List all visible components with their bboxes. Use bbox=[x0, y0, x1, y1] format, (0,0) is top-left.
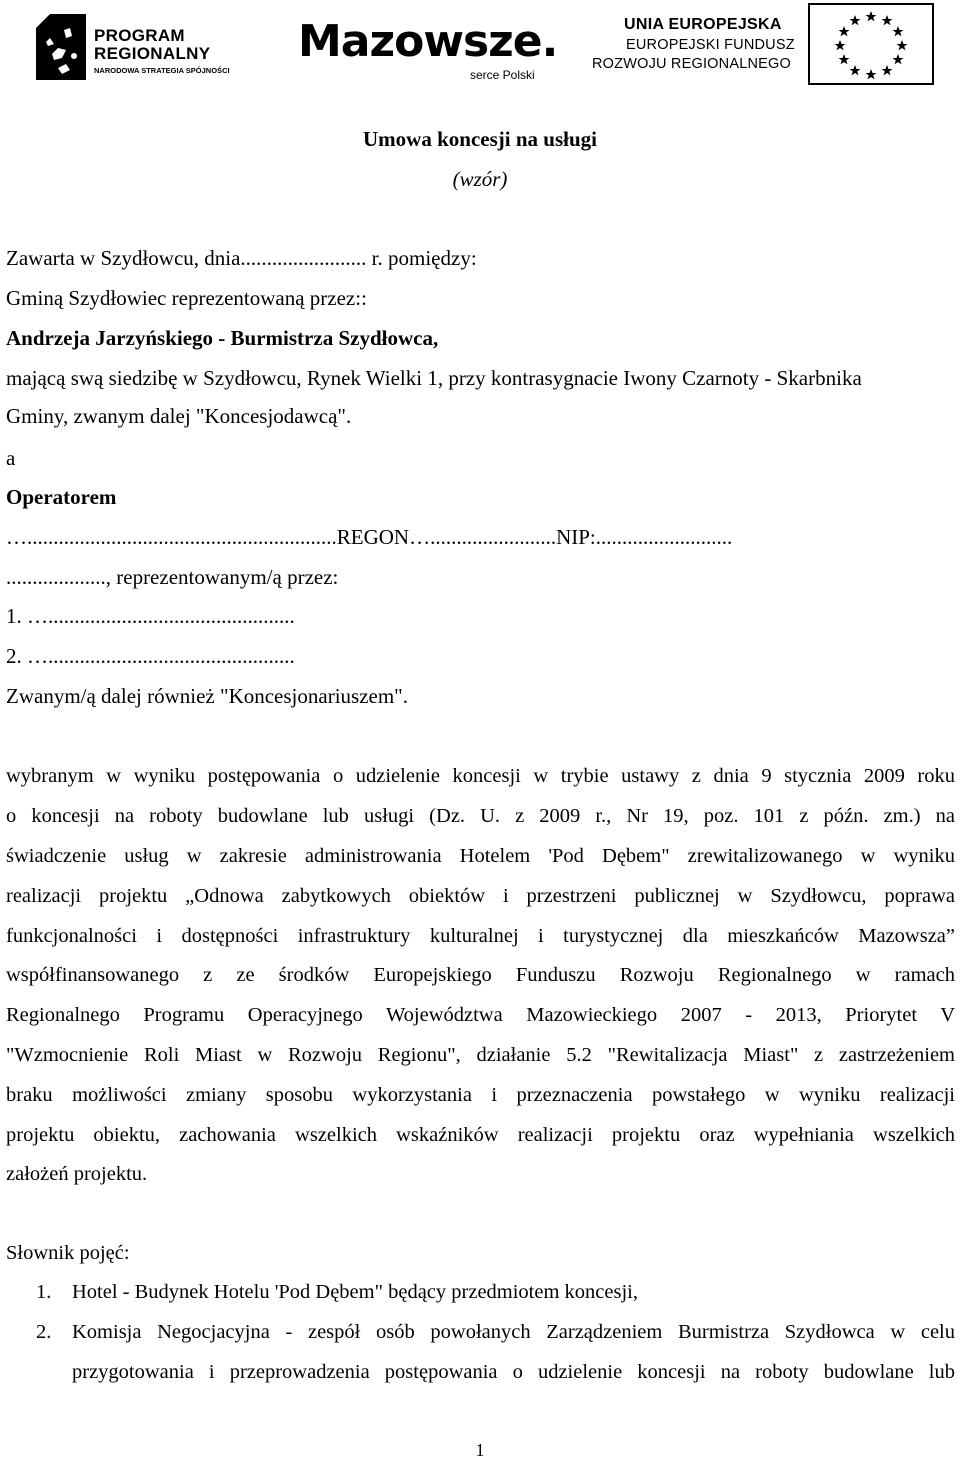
intro-line: mającą swą siedzibę w Szydłowcu, Rynek Wielki 1, przy kontrasygnacie Iwony Czarnoty - Skarbnika bbox=[6, 366, 862, 390]
paragraph-line: realizacji projektu „Odnowa zabytkowych obiektów i przestrzeni publicznej w Szydłowcu, poprawa bbox=[6, 885, 955, 907]
mazowsze-logo bbox=[298, 16, 560, 86]
paragraph-line: współfinansowanego z ze środków Europejskiego Funduszu Rozwoju Regionalnego w ramach bbox=[6, 964, 955, 986]
program-regionalny-logo bbox=[36, 12, 251, 82]
eu-flag-icon bbox=[808, 3, 934, 85]
paragraph-line: braku możliwości zmiany sposobu wykorzystania i przeznaczenia powstałego w wyniku realizacji bbox=[6, 1084, 955, 1106]
intro-line: Zwanym/ą dalej również "Koncesjonariuszem". bbox=[6, 684, 409, 708]
glossary-item-number: 1. bbox=[36, 1281, 52, 1303]
intro-line: 2. …............................................... bbox=[6, 644, 295, 668]
mazowsze-wordmark: Mazowsze. bbox=[298, 16, 558, 67]
document-title: Umowa koncesji na usługi bbox=[363, 127, 597, 151]
intro-line: ..................., reprezentowanym/ą przez: bbox=[6, 565, 339, 589]
program-regionalny-emblem-icon bbox=[36, 14, 86, 80]
glossary-item-number: 2. bbox=[36, 1321, 52, 1343]
paragraph-line: "Wzmocnienie Roli Miast w Rozwoju Regionu", działanie 5.2 "Rewitalizacja Miast" z zastrzeżeniem bbox=[6, 1044, 955, 1066]
ue-line1: UNIA EUROPEJSKA bbox=[624, 16, 782, 33]
glossary-item-text: Hotel - Budynek Hotelu 'Pod Dębem" będący przedmiotem koncesji, bbox=[72, 1281, 638, 1303]
paragraph-line: funkcjonalności i dostępności infrastruktury kulturalnej i turystycznej dla mieszkańców Mazowsza” bbox=[6, 925, 955, 947]
intro-line: Zawarta w Szydłowcu, dnia........................ r. pomiędzy: bbox=[6, 246, 477, 270]
glossary-heading: Słownik pojęć: bbox=[6, 1242, 130, 1264]
ue-line2: EUROPEJSKI FUNDUSZ bbox=[626, 37, 795, 53]
program-line3: NARODOWA STRATEGIA SPÓJNOŚCI bbox=[94, 66, 230, 75]
intro-line: 1. …............................................... bbox=[6, 604, 295, 628]
program-line2: REGIONALNY bbox=[94, 44, 211, 63]
page-number: 1 bbox=[475, 1440, 485, 1460]
intro-line: a bbox=[6, 446, 16, 470]
glossary-item-text: przygotowania i przeprowadzenia postępowania o udzielenie koncesji na roboty budowlane lub bbox=[72, 1361, 955, 1383]
paragraph-line: projektu obiektu, zachowania wszelkich wskaźników realizacji projektu oraz wypełniania wszelkich bbox=[6, 1124, 955, 1146]
intro-line: Andrzeja Jarzyńskiego - Burmistrza Szydłowca, bbox=[6, 326, 439, 350]
intro-line: …...........................................................REGON…........................NIP:.......................... bbox=[6, 525, 733, 549]
intro-line: Operatorem bbox=[6, 485, 117, 509]
header-logos bbox=[0, 0, 960, 95]
paragraph-line: o koncesji na roboty budowlane lub usługi (Dz. U. z 2009 r., Nr 19, poz. 101 z późn. zm.) na bbox=[6, 805, 955, 827]
program-line1: PROGRAM bbox=[94, 26, 185, 45]
paragraph-line: założeń projektu. bbox=[6, 1163, 148, 1185]
paragraph-line: Regionalnego Programu Operacyjnego Województwa Mazowieckiego 2007 - 2013, Priorytet V bbox=[6, 1004, 955, 1026]
paragraph-line: świadczenie usług w zakresie administrowania Hotelem 'Pod Dębem" zrewitalizowanego w wyniku bbox=[6, 845, 955, 867]
ue-line3: ROZWOJU REGIONALNEGO bbox=[592, 56, 791, 72]
intro-line: Gminy, zwanym dalej "Koncesjodawcą". bbox=[6, 404, 352, 428]
glossary-item-text: Komisja Negocjacyjna - zespół osób powołanych Zarządzeniem Burmistrza Szydłowca w celu bbox=[72, 1321, 955, 1343]
intro-line: Gminą Szydłowiec reprezentowaną przez:: bbox=[6, 286, 367, 310]
paragraph-line: wybranym w wyniku postępowania o udzielenie koncesji w trybie ustawy z dnia 9 stycznia 2009 roku bbox=[6, 765, 955, 787]
document-subtitle: (wzór) bbox=[452, 167, 508, 191]
mazowsze-tagline: serce Polski bbox=[470, 68, 535, 82]
ue-logo-text bbox=[588, 14, 818, 80]
